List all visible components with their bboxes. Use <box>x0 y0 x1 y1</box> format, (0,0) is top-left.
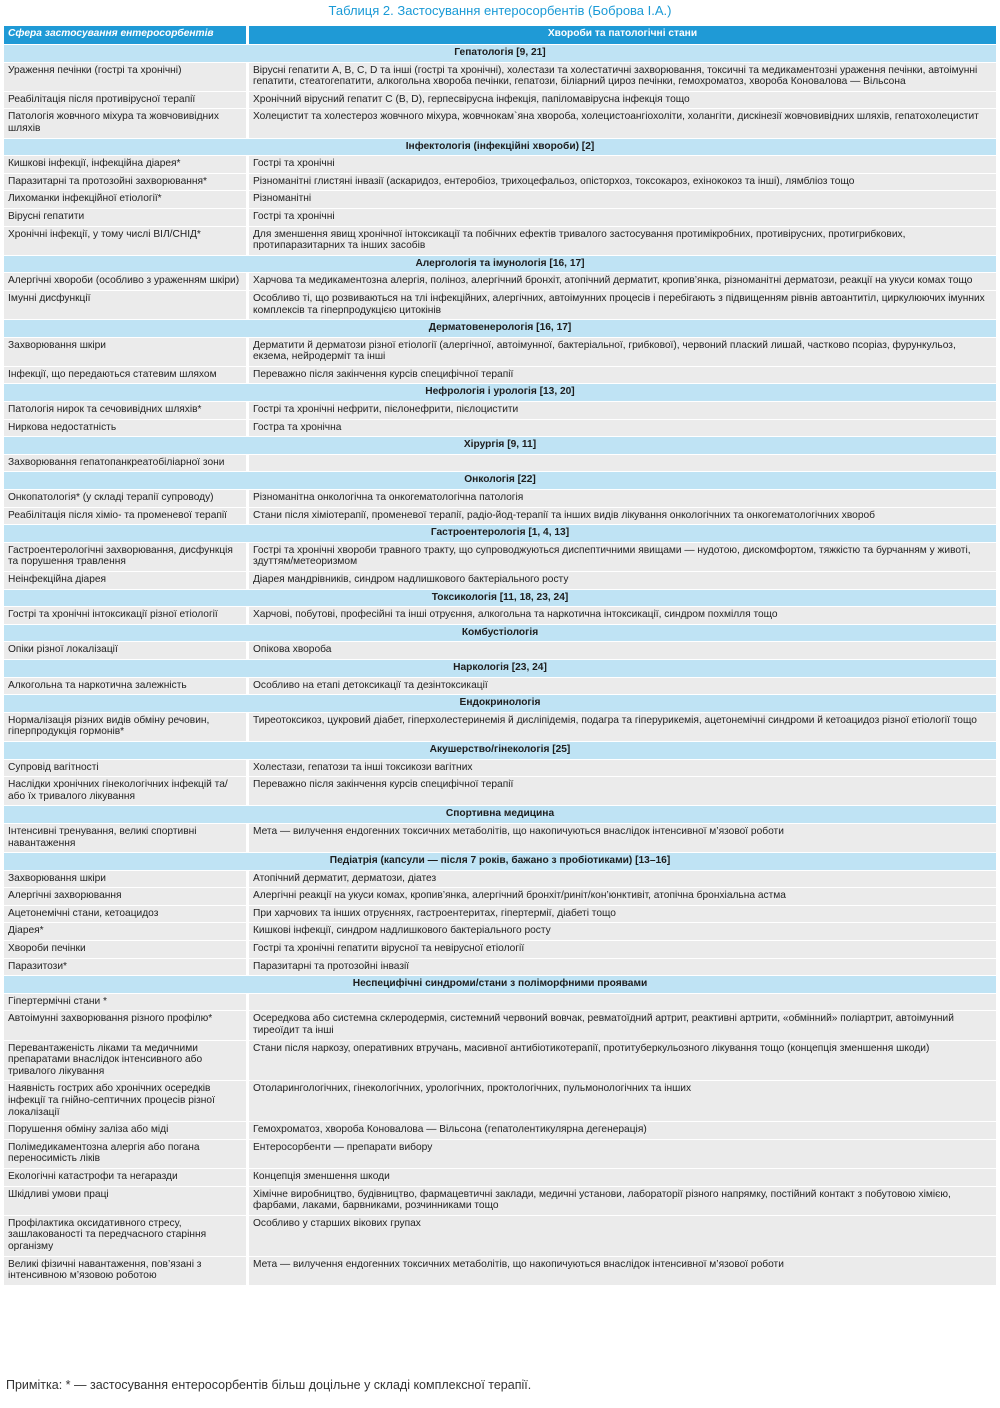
application-area-cell: Захворювання гепатопанкреатобіліарної зони <box>4 455 246 472</box>
application-area-cell: Вірусні гепатити <box>4 209 246 226</box>
table-row <box>4 572 996 589</box>
application-area-cell: Кишкові інфекції, інфекційна діарея* <box>4 156 246 173</box>
section-title: Спортивна медицина <box>4 806 996 823</box>
application-area-cell: Патологія жовчного міхура та жовчовивідних шляхів <box>4 109 246 137</box>
section-title: Неспецифічні синдроми/стани з поліморфними проявами <box>4 976 996 993</box>
application-area-cell: Супровід вагітності <box>4 760 246 777</box>
application-area-cell: Паразитарні та протозойні захворювання* <box>4 174 246 191</box>
diseases-cell: Різноманітні глистяні інвазії (аскаридоз, ентеробіоз, трихоцефальоз, опісторхоз, токсокароз, ехінококоз та інші), лямбліоз тощо <box>246 174 996 191</box>
diseases-cell: Гемохроматоз, хвороба Коновалова — Вільсона (гепатолентикулярна дегенерація) <box>246 1122 996 1139</box>
table-row <box>4 273 996 290</box>
diseases-cell: Концепція зменшення шкоди <box>246 1169 996 1186</box>
table-row <box>4 1257 996 1285</box>
table-row <box>4 63 996 91</box>
table-row <box>4 1187 996 1215</box>
application-area-cell: Інфекції, що передаються статевим шляхом <box>4 367 246 384</box>
section-header-row <box>4 660 996 677</box>
application-area-cell: Ниркова недостатність <box>4 420 246 437</box>
diseases-cell: Для зменшення явищ хронічної інтоксикації та побічних ефектів тривалого застосування протимікробних, противірусних, протигрибкових, протипаразитарних та інших засобів <box>246 227 996 255</box>
application-area-cell: Гіпертермічні стани * <box>4 994 246 1011</box>
application-area-cell: Реабілітація після хіміо- та променевої терапії <box>4 508 246 525</box>
diseases-cell: Гостра та хронічна <box>246 420 996 437</box>
application-area-cell: Патологія нирок та сечовивідних шляхів* <box>4 402 246 419</box>
section-title: Онкологія [22] <box>4 472 996 489</box>
application-area-cell: Екологічні катастрофи та негаразди <box>4 1169 246 1186</box>
section-header-row <box>4 525 996 542</box>
table-row <box>4 923 996 940</box>
table-row <box>4 338 996 366</box>
section-header-row <box>4 139 996 156</box>
application-area-cell: Ацетонемічні стани, кетоацидоз <box>4 906 246 923</box>
diseases-cell: Стани після хіміотерапії, променевої терапії, радіо-йод-терапії та інших видів лікування онкологічних та онкогематологічних хвороб <box>246 508 996 525</box>
table-row <box>4 1140 996 1168</box>
table-row <box>4 191 996 208</box>
diseases-cell: Особливо на етапі детоксикації та дезінтоксикації <box>246 678 996 695</box>
diseases-cell: Хронічний вірусний гепатит С (В, D), герпесвірусна інфекція, папіломавірусна інфекція тощо <box>246 92 996 109</box>
section-title: Гепатологія [9, 21] <box>4 45 996 62</box>
diseases-cell: Паразитарні та протозойні інвазії <box>246 959 996 976</box>
diseases-cell: Атопічний дерматит, дерматози, діатез <box>246 871 996 888</box>
table-row <box>4 824 996 852</box>
table-body <box>4 45 996 1285</box>
diseases-cell: Переважно після закінчення курсів специфічної терапії <box>246 367 996 384</box>
application-area-cell: Наслідки хронічних гінекологічних інфекцій та/або їх тривалого лікування <box>4 777 246 805</box>
diseases-cell: Кишкові інфекції, синдром надлишкового бактеріального росту <box>246 923 996 940</box>
table-row <box>4 174 996 191</box>
diseases-cell: При харчових та інших отруєннях, гастроентеритах, гіпертермії, діабеті тощо <box>246 906 996 923</box>
diseases-cell: Діарея мандрівників, синдром надлишкового бактеріального росту <box>246 572 996 589</box>
table-row <box>4 941 996 958</box>
section-title: Комбустіологія <box>4 625 996 642</box>
diseases-cell: Гострі та хронічні хвороби травного тракту, що супроводжуються диспептичними явищами — нудотою, дискомфортом, тяжкістю та бурчанням у животі, здуттям/метеоризмом <box>246 543 996 571</box>
diseases-cell: Дерматити й дерматози різної етіології (алергічної, автоімунної, бактеріальної, грибкової), червоний плаский лишай, частково псоріаз, фурункульоз, екзема, нейродерміт та інші <box>246 338 996 366</box>
application-area-cell: Ураження печінки (гострі та хронічні) <box>4 63 246 91</box>
diseases-cell: Отоларингологічних, гінекологічних, урологічних, проктологічних, пульмонологічних та інших <box>246 1081 996 1121</box>
table-header-row <box>4 26 996 44</box>
enterosorbent-table <box>4 25 996 1286</box>
table-row <box>4 455 996 472</box>
diseases-cell: Мета — вилучення ендогенних токсичних метаболітів, що накопичуються внаслідок інтенсивної м’язової роботи <box>246 1257 996 1285</box>
section-title: Ендокринологія <box>4 695 996 712</box>
application-area-cell: Захворювання шкіри <box>4 871 246 888</box>
table-row <box>4 1081 996 1121</box>
application-area-cell: Неінфекційна діарея <box>4 572 246 589</box>
table-row <box>4 678 996 695</box>
diseases-cell: Стани після наркозу, оперативних втручань, масивної антибіотикотерапії, протитуберкульозного лікування тощо (концепція зменшення шкоди) <box>246 1041 996 1081</box>
diseases-cell: Гострі та хронічні гепатити вірусної та невірусної етіології <box>246 941 996 958</box>
table-row <box>4 420 996 437</box>
application-area-cell: Профілактика оксидативного стресу, зашлакованості та передчасного старіння організму <box>4 1216 246 1256</box>
application-area-cell: Інтенсивні тренування, великі спортивні навантаження <box>4 824 246 852</box>
table-row <box>4 959 996 976</box>
section-header-row <box>4 806 996 823</box>
section-header-row <box>4 320 996 337</box>
section-title: Акушерство/гінекологія [25] <box>4 742 996 759</box>
application-area-cell: Алкогольна та наркотична залежність <box>4 678 246 695</box>
section-header-row <box>4 437 996 454</box>
application-area-cell: Порушення обміну заліза або міді <box>4 1122 246 1139</box>
section-title: Хірургія [9, 11] <box>4 437 996 454</box>
application-area-cell: Гастроентерологічні захворювання, дисфункція та порушення травлення <box>4 543 246 571</box>
application-area-cell: Захворювання шкіри <box>4 338 246 366</box>
diseases-cell: Харчова та медикаментозна алергія, поліноз, алергічний бронхіт, атопічний дерматит, кропив’янка, різноманітні дерматози, реакції на укуси комах тощо <box>246 273 996 290</box>
section-header-row <box>4 853 996 870</box>
table-row <box>4 713 996 741</box>
diseases-cell: Гострі та хронічні <box>246 209 996 226</box>
diseases-cell: Хімічне виробництво, будівництво, фармацевтичні заклади, медичні установи, лабораторії різного напрямку, постійний контакт з побутовою хімією, фарбами, лаками, барвниками, розчинниками тощо <box>246 1187 996 1215</box>
table-row <box>4 871 996 888</box>
application-area-cell: Нормалізація різних видів обміну речовин, гіперпродукція гормонів* <box>4 713 246 741</box>
table-caption: Таблиця 2. Застосування ентеросорбентів (Боброва І.А.) <box>328 3 672 18</box>
section-title: Нефрологія і урологія [13, 20] <box>4 384 996 401</box>
table-row <box>4 508 996 525</box>
section-header-row <box>4 625 996 642</box>
diseases-cell: Особливо у старших вікових групах <box>246 1216 996 1256</box>
diseases-cell: Тиреотоксикоз, цукровий діабет, гіперхолестеринемія й дисліпідемія, подагра та гіперурикемія, ацетонемічні синдроми й кетоацидоз різної етіології тощо <box>246 713 996 741</box>
application-area-cell: Автоімунні захворювання різного профілю* <box>4 1011 246 1039</box>
diseases-cell: Алергічні реакції на укуси комах, кропив’янка, алергічний бронхіт/риніт/кон’юнктивіт, атопічна бронхіальна астма <box>246 888 996 905</box>
diseases-cell <box>246 994 996 1011</box>
diseases-cell: Ентеросорбенти — препарати вибору <box>246 1140 996 1168</box>
application-area-cell: Шкідливі умови праці <box>4 1187 246 1215</box>
table-row <box>4 490 996 507</box>
diseases-cell: Гострі та хронічні <box>246 156 996 173</box>
section-header-row <box>4 590 996 607</box>
table-row <box>4 1122 996 1139</box>
application-area-cell: Алергічні захворювання <box>4 888 246 905</box>
application-area-cell: Наявність гострих або хронічних осередків інфекції та гнійно-септичних процесів різної локалізації <box>4 1081 246 1121</box>
application-area-cell: Хронічні інфекції, у тому числі ВІЛ/СНІД* <box>4 227 246 255</box>
diseases-cell: Різноманітні <box>246 191 996 208</box>
table-row <box>4 402 996 419</box>
application-area-cell: Паразитози* <box>4 959 246 976</box>
header-application-area: Сфера застосування ентеросорбентів <box>4 26 246 44</box>
table-row <box>4 1041 996 1081</box>
section-title: Наркологія [23, 24] <box>4 660 996 677</box>
section-header-row <box>4 976 996 993</box>
section-title: Інфектологія (інфекційні хвороби) [2] <box>4 139 996 156</box>
section-title: Токсикологія [11, 18, 23, 24] <box>4 590 996 607</box>
section-title: Дерматовенерологія [16, 17] <box>4 320 996 337</box>
table-row <box>4 760 996 777</box>
table-row <box>4 607 996 624</box>
application-area-cell: Великі фізичні навантаження, пов’язані з інтенсивною м’язовою роботою <box>4 1257 246 1285</box>
diseases-cell: Особливо ті, що розвиваються на тлі інфекційних, алергічних, автоімунних процесів і перебігають з підвищенням рівнів автоантитіл, циркулюючих імунних комплексів та гіперпродукцією цитокінів <box>246 291 996 319</box>
diseases-cell: Харчові, побутові, професійні та інші отруєння, алкогольна та наркотична інтоксикації, синдром похмілля тощо <box>246 607 996 624</box>
section-header-row <box>4 256 996 273</box>
section-header-row <box>4 45 996 62</box>
diseases-cell <box>246 455 996 472</box>
table-row <box>4 92 996 109</box>
footnote: Примітка: * — застосування ентеросорбентів більш доцільне у складі комплексної терапії. <box>6 1378 532 1392</box>
table-row <box>4 209 996 226</box>
application-area-cell: Полімедикаментозна алергія або погана переносимість ліків <box>4 1140 246 1168</box>
application-area-cell: Перевантаженість ліками та медичними препаратами внаслідок інтенсивного або тривалого лікування <box>4 1041 246 1081</box>
table-row <box>4 888 996 905</box>
diseases-cell: Різноманітна онкологічна та онкогематологічна патологія <box>246 490 996 507</box>
table-row <box>4 1169 996 1186</box>
table-row <box>4 642 996 659</box>
section-header-row <box>4 472 996 489</box>
diseases-cell: Мета — вилучення ендогенних токсичних метаболітів, що накопичуються внаслідок інтенсивної м’язової роботи <box>246 824 996 852</box>
application-area-cell: Онкопатологія* (у складі терапії супроводу) <box>4 490 246 507</box>
table-row <box>4 994 996 1011</box>
application-area-cell: Алергічні хвороби (особливо з ураженням шкіри) <box>4 273 246 290</box>
table-row <box>4 227 996 255</box>
table-row <box>4 367 996 384</box>
table-row <box>4 1011 996 1039</box>
section-title: Алергологія та імунологія [16, 17] <box>4 256 996 273</box>
diseases-cell: Осередкова або системна склеродермія, системний червоний вовчак, ревматоїдний артрит, реактивні артрити, «обмінний» поліартрит, автоімунний тиреоїдит та інші <box>246 1011 996 1039</box>
diseases-cell: Опікова хвороба <box>246 642 996 659</box>
table-row <box>4 777 996 805</box>
application-area-cell: Діарея* <box>4 923 246 940</box>
table-row <box>4 156 996 173</box>
application-area-cell: Реабілітація після противірусної терапії <box>4 92 246 109</box>
header-diseases: Хвороби та патологічні стани <box>246 26 996 44</box>
section-header-row <box>4 695 996 712</box>
table-row <box>4 543 996 571</box>
diseases-cell: Вірусні гепатити A, B, C, D та інші (гострі та хронічні), холестази та холестатичні захворювання, токсичні та медикаментозні ураження печінки, автоімунні гепатити, стеатогепатити, алкогольна хвороба печінки, гепатози, біліарний цироз печінки, гемохроматоз, хвороба Коновалова — Вільсона <box>246 63 996 91</box>
application-area-cell: Хвороби печінки <box>4 941 246 958</box>
section-header-row <box>4 384 996 401</box>
table-row <box>4 906 996 923</box>
application-area-cell: Імунні дисфункції <box>4 291 246 319</box>
diseases-cell: Холестази, гепатози та інші токсикози вагітних <box>246 760 996 777</box>
application-area-cell: Опіки різної локалізації <box>4 642 246 659</box>
section-header-row <box>4 742 996 759</box>
table-row <box>4 1216 996 1256</box>
diseases-cell: Холецистит та холестероз жовчного міхура, жовчнокам`яна хвороба, холецистоангіохоліти, холангіти, дискінезії жовчовивідних шляхів, гепатохолецистит <box>246 109 996 137</box>
section-title: Гастроентерологія [1, 4, 13] <box>4 525 996 542</box>
application-area-cell: Лихоманки інфекційної етіології* <box>4 191 246 208</box>
diseases-cell: Гострі та хронічні нефрити, пієлонефрити, пієлоцистити <box>246 402 996 419</box>
application-area-cell: Гострі та хронічні інтоксикації різної етіології <box>4 607 246 624</box>
table-row <box>4 291 996 319</box>
section-title: Педіатрія (капсули — після 7 років, бажано з пробіотиками) [13–16] <box>4 853 996 870</box>
table-row <box>4 109 996 137</box>
diseases-cell: Переважно після закінчення курсів специфічної терапії <box>246 777 996 805</box>
